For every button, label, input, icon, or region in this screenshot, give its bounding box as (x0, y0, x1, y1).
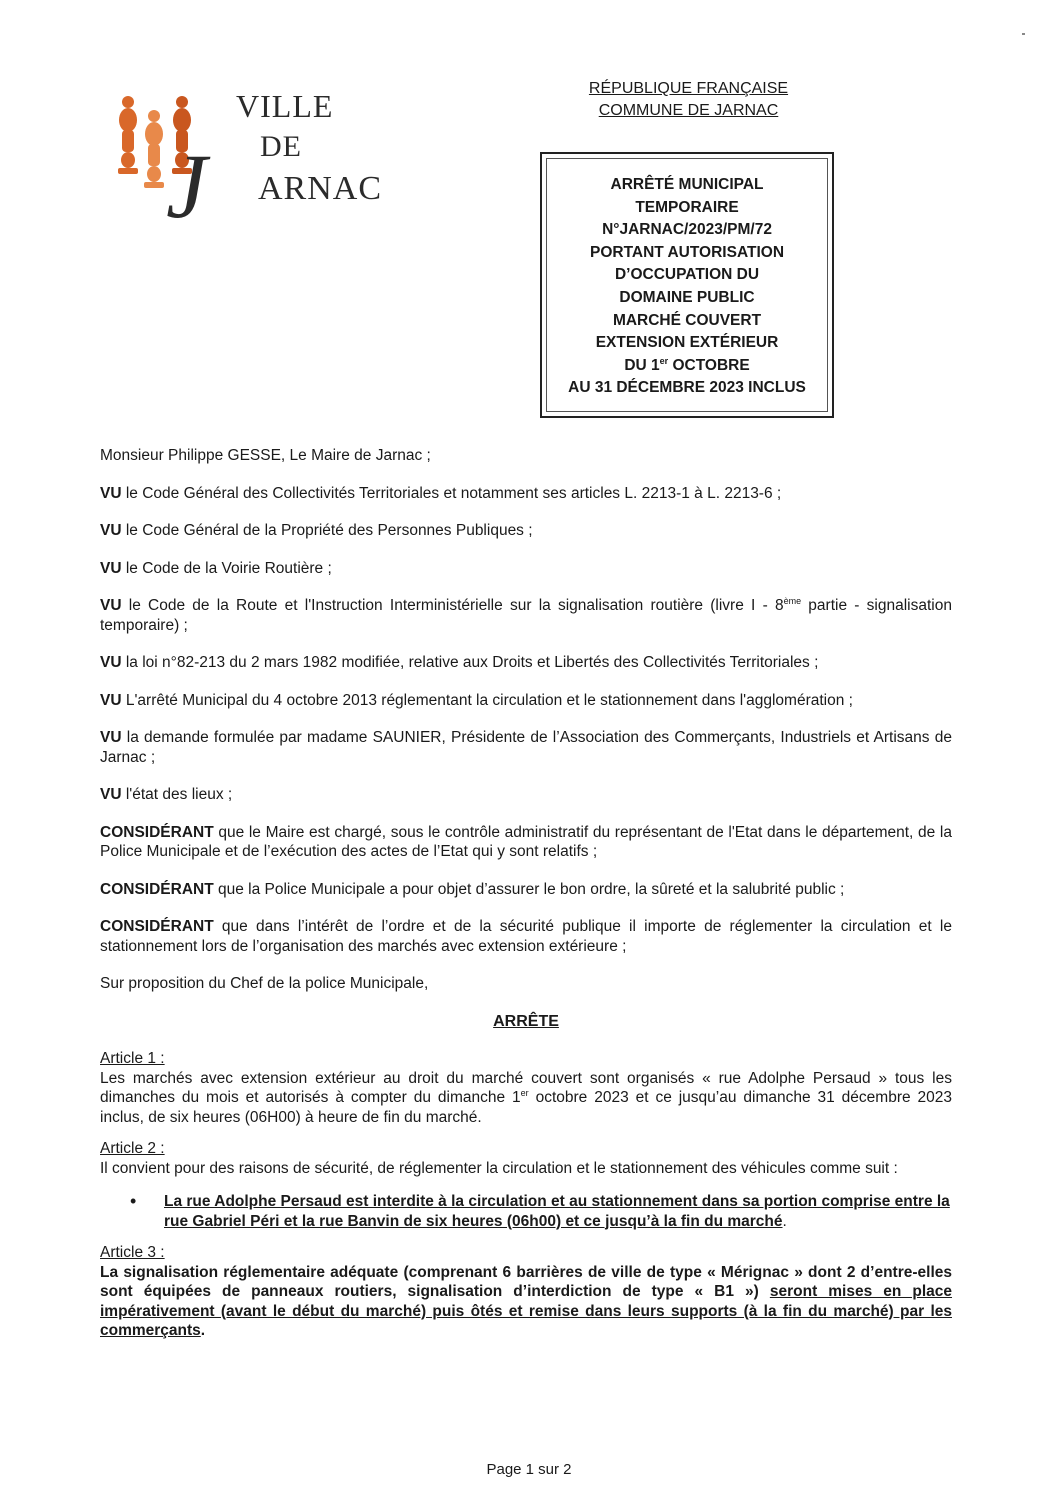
article-text: octobre 2023 et ce jusqu’au dimanche 31 décembre 2023 inclus, de six heures (06H00) à heure de fin du marché. (100, 1089, 952, 1126)
page-number: Page 1 sur 2 (486, 1461, 572, 1478)
considerant-text: que la Police Municipale a pour objet d’assurer le bon ordre, la sûreté et la salubrité public ; (213, 880, 845, 898)
intro-paragraph: Monsieur Philippe GESSE, Le Maire de Jarnac ; (100, 447, 431, 464)
town-logo (108, 82, 383, 237)
vu-label: VU (100, 691, 122, 709)
republic-header (560, 78, 817, 122)
considerant-label: CONSIDÉRANT (100, 823, 214, 841)
title-line: TEMPORAIRE (635, 198, 739, 216)
vu-paragraph (100, 521, 952, 541)
commune-label: COMMUNE DE JARNAC (598, 102, 779, 119)
ordinal-sup: ème (783, 596, 802, 606)
article-2-bullet (130, 1192, 952, 1231)
article-2-body: Il convient pour des raisons de sécurité, de réglementer la circulation et le stationnement des véhicules comme suit : (100, 1159, 898, 1177)
vu-text: le Code de la Route et l'Instruction Interministérielle sur la signalisation routière (livre I - 8 (121, 597, 784, 614)
vu-text: le Code Général de la Propriété des Personnes Publiques ; (121, 522, 533, 539)
title-line: EXTENSION EXTÉRIEUR (595, 334, 779, 352)
vu-paragraph (100, 559, 952, 579)
title-line: MARCHÉ COUVERT (612, 311, 762, 329)
bullet-icon: • (130, 1191, 137, 1211)
vu-text: la demande formulée par madame SAUNIER, Présidente de l’Association des Commerçants, Industriels et Artisans de Jarnac ; (100, 729, 952, 766)
article-text: Les marchés avec extension extérieur au droit du marché couvert sont organisés « rue Adolphe Persaud » tous les dimanches du mois et autorisés à compter du dimanche 1 (100, 1069, 952, 1106)
start-date-text: DU 1 (624, 356, 660, 374)
bullet-content (164, 1192, 952, 1231)
decree-title (542, 174, 832, 400)
vu-paragraph (100, 691, 952, 711)
vu-text: partie - signalisation temporaire) ; (100, 597, 952, 634)
considerant-paragraph (100, 917, 952, 956)
vu-text: l'état des lieux ; (121, 786, 233, 803)
article-1-body (100, 1069, 952, 1128)
article-label: Article 1 (100, 1050, 156, 1067)
logo-initial: J (166, 135, 207, 237)
title-line: D’OCCUPATION DU (614, 266, 760, 284)
article-2-heading (100, 1139, 952, 1159)
article-label: Article 2 (100, 1140, 156, 1157)
logo-jarnac: ARNAC (258, 170, 383, 207)
article-colon: : (156, 1140, 165, 1157)
title-line: PORTANT AUTORISATION (589, 243, 785, 261)
decree-title-box (540, 152, 834, 418)
logo-ville: VILLE (236, 88, 334, 124)
article-text-underlined: seront mises en place impérativement (avant le début du marché) puis ôtés et remise dans leurs supports (à la fin du marché) par les commerçants (100, 1283, 953, 1339)
decree-body (100, 446, 952, 1353)
proposal-paragraph: Sur proposition du Chef de la police Municipale, (100, 975, 429, 992)
article-3-heading (100, 1243, 952, 1263)
article-3-body (100, 1263, 952, 1341)
considerant-paragraph (100, 823, 952, 862)
article-label: Article 3 (100, 1244, 156, 1261)
article-text: La signalisation réglementaire adéquate (comprenant 6 barrières de ville de type « Mérignac » dont 2 d’entre-elles sont équipées de panneaux routiers, signalisation d’interdiction de type « B1 ») (100, 1263, 952, 1300)
vu-text: L'arrêté Municipal du 4 octobre 2013 réglementant la circulation et le stationnement dans l'agglomération ; (121, 691, 853, 709)
title-line-start-date (542, 355, 832, 378)
considerant-label: CONSIDÉRANT (100, 918, 214, 935)
vu-label: VU (100, 729, 122, 746)
article-period: . (200, 1322, 206, 1339)
vu-label: VU (100, 597, 122, 614)
vu-text: le Code Général des Collectivités Territoriales et notamment ses articles L. 2213-1 à L. 2213-6 ; (121, 484, 782, 502)
considerant-text: que dans l’intérêt de l’ordre et de la sécurité publique il importe de réglementer la circulation et le stationnement lors de l’organisation des marchés avec extension extérieure ; (100, 918, 952, 955)
article-1-heading (100, 1049, 952, 1069)
title-line: DOMAINE PUBLIC (619, 288, 755, 306)
scan-speck (1022, 33, 1025, 35)
vu-label: VU (100, 654, 122, 671)
considerant-text: que le Maire est chargé, sous le contrôle administratif du représentant de l'Etat dans le département, de la Police Municipale et de l’exécution des actes de l’Etat qui y sont relatifs ; (100, 823, 952, 860)
vu-paragraph (100, 484, 952, 504)
ordinal-sup: er (520, 1088, 529, 1098)
vu-label: VU (100, 484, 122, 502)
vu-label: VU (100, 522, 122, 539)
republic-label: RÉPUBLIQUE FRANÇAISE (588, 80, 789, 97)
logo-de: DE (260, 130, 302, 163)
vu-paragraph (100, 785, 952, 805)
article-colon: : (156, 1050, 165, 1067)
vu-text: la loi n°82-213 du 2 mars 1982 modifiée, relative aux Droits et Libertés des Collectivités Territoriales ; (121, 654, 819, 671)
considerant-paragraph (100, 880, 952, 900)
start-date-month: OCTOBRE (668, 356, 750, 374)
vu-paragraph (100, 596, 952, 635)
decree-number: N°JARNAC/2023/PM/72 (602, 221, 772, 239)
title-line-end-date: AU 31 DÉCEMBRE 2023 INCLUS (568, 379, 806, 397)
vu-label: VU (100, 786, 122, 803)
vu-label: VU (100, 559, 122, 577)
ordinal-sup: er (659, 355, 669, 366)
vu-paragraph (100, 728, 952, 767)
considerant-label: CONSIDÉRANT (100, 880, 214, 898)
vu-text: le Code de la Voirie Routière ; (121, 559, 332, 577)
title-line: ARRÊTÉ MUNICIPAL (610, 176, 764, 193)
arrete-heading: ARRÊTE (493, 1012, 559, 1030)
bullet-period: . (782, 1212, 787, 1230)
bullet-text: La rue Adolphe Persaud est interdite à la circulation et au stationnement dans sa portion comprise entre la rue Gabriel Péri et la rue Banvin de six heures (06h00) et ce jusqu’à la fin du marché (164, 1193, 950, 1230)
article-colon: : (156, 1244, 165, 1261)
vu-paragraph (100, 653, 952, 673)
